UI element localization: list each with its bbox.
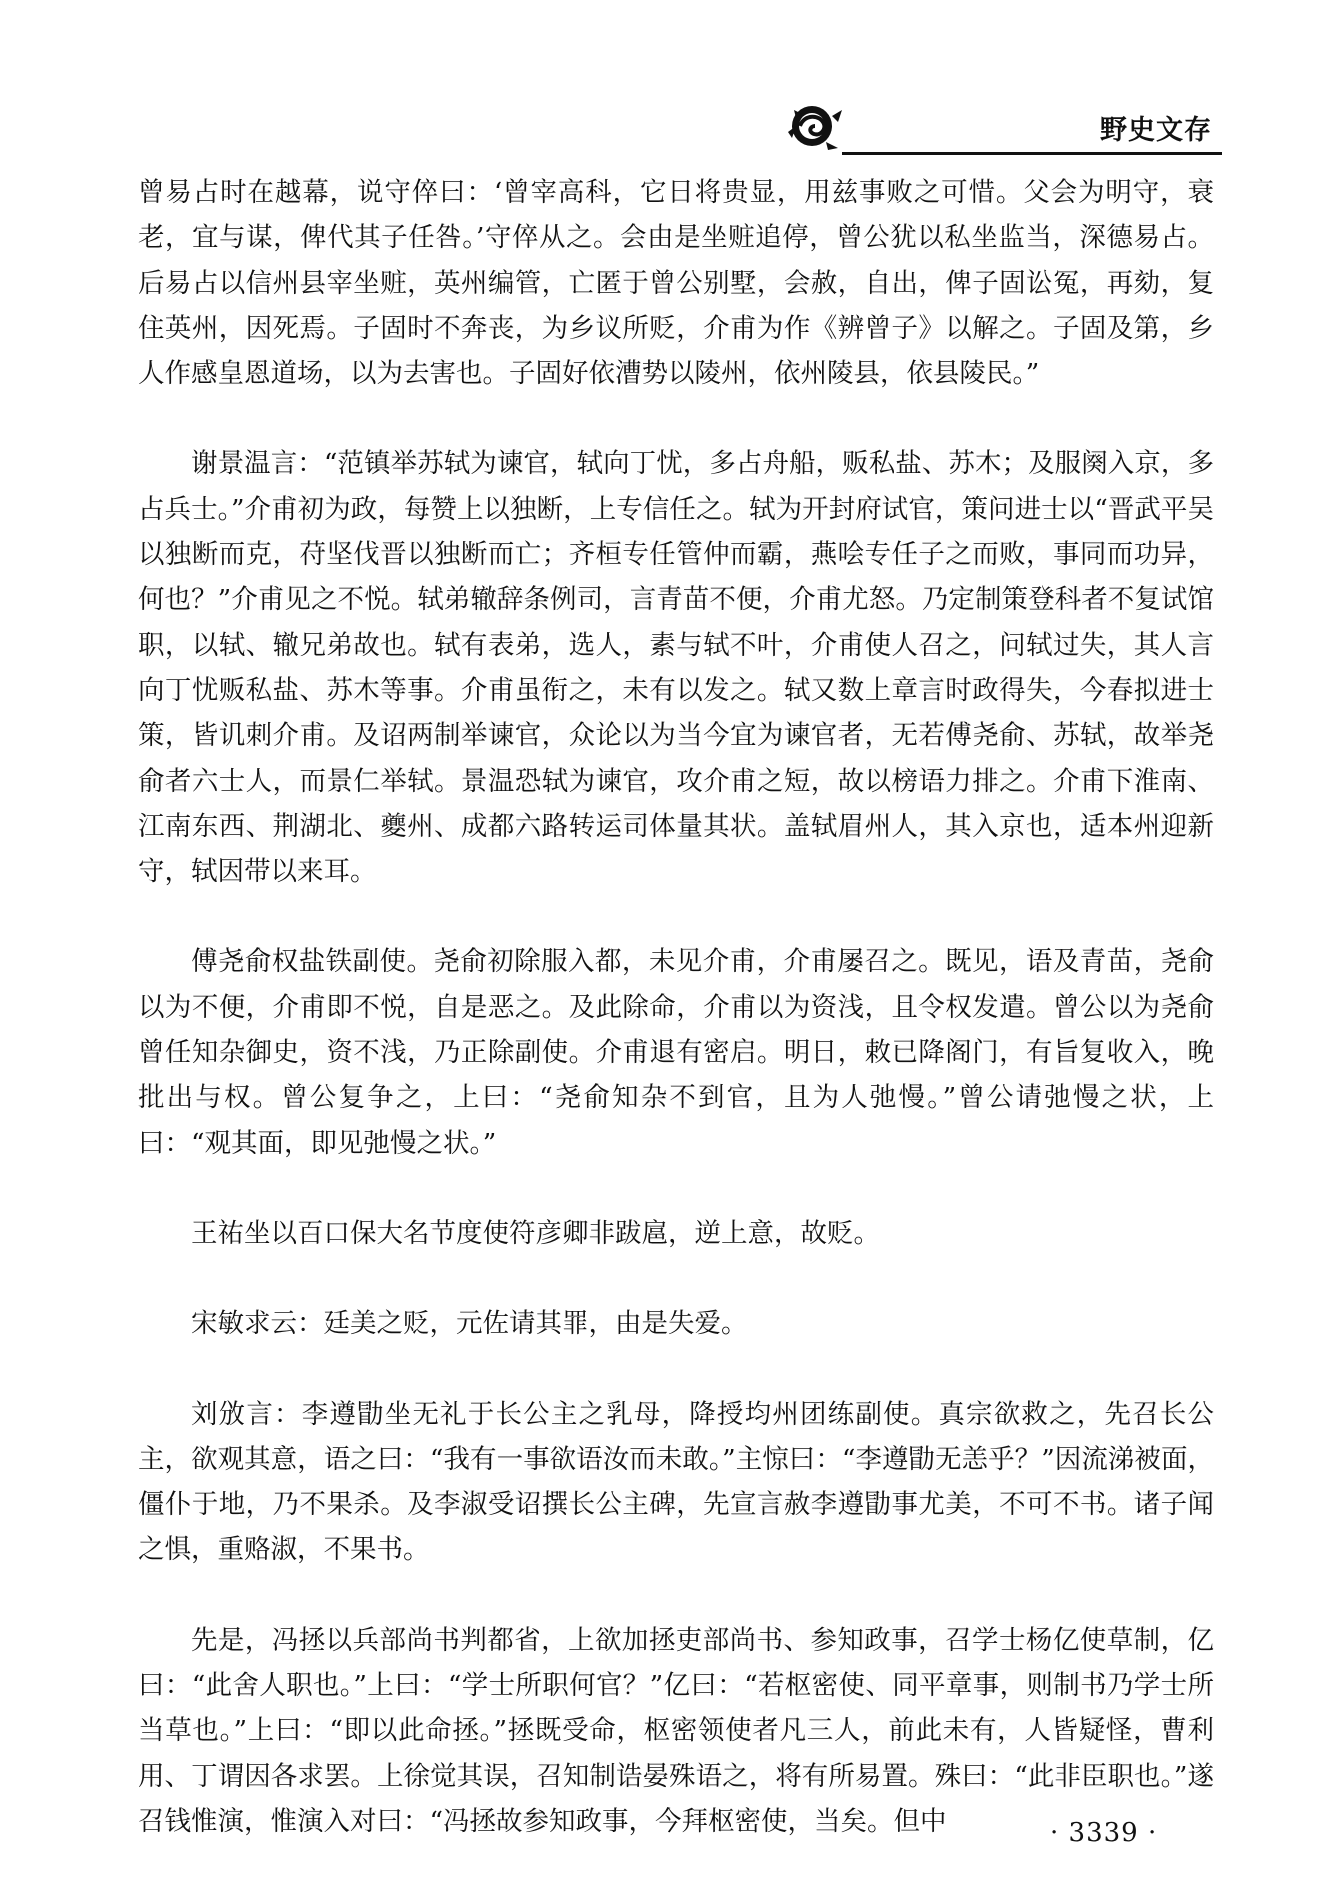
series-title: 野史文存 [1100,115,1212,146]
header-rule [842,152,1222,155]
dragon-emblem-icon [782,96,846,160]
paragraph-5: 宋敏求云：廷美之贬，元佐请其罪，由是失爱。 [191,1308,748,1340]
paragraph-4: 王祐坐以百口保大名节度使符彦卿非跋扈，逆上意，故贬。 [191,1217,880,1249]
paragraph-1: 曾易占时在越幕，说守倅曰：‘曾宰高科，它日将贵显，用兹事败之可惜。父会为明守，衰老，宜与谋，俾代其子任咎。’守倅从之。会由是坐赃追停，曾公犹以私坐监当，深德易占。后易占以信州县宰坐赃，英州编管，亡匿于曾公别墅，会赦，自出，俾子固讼冤，再劾，复住英州，因死焉。子固时不奔丧，为乡议所贬，介甫为作《辨曾子》以解之。子固及第，乡人作感皇恩道场，以为去害也。子固好依漕势以陵州，依州陵县，依县陵民。” [138,177,1214,390]
page-header [782,96,1222,160]
paragraph-3: 傅尧俞权盐铁副使。尧俞初除服入都，未见介甫，介甫屡召之。既见，语及青苗，尧俞以为不便，介甫即不悦，自是恶之。及此除命，介甫以为资浅，且令权发遣。曾公以为尧俞曾任知杂御史，资不浅，乃正除副使。介甫退有密启。明日，敕已降阁门，有旨复收入，晚批出与权。曾公复争之，上曰：“尧俞知杂不到官，且为人弛慢。”曾公请弛慢之状，上曰：“观其面，即见弛慢之状。” [138,946,1214,1159]
paragraph-6: 刘攽言：李遵勖坐无礼于长公主之乳母，降授均州团练副使。真宗欲救之，先召长公主，欲观其意，语之曰：“我有一事欲语汝而未敢。”主惊曰：“李遵勖无恙乎？”因流涕被面，僵仆于地，乃不果杀。及李淑受诏撰长公主碑，先宣言赦李遵勖事尤美，不可不书。诸子闻之惧，重赂淑，不果书。 [138,1398,1214,1566]
page-number: · 3339 · [1050,1818,1158,1848]
body-text [138,170,1214,1889]
paragraph-2: 谢景温言：“范镇举苏轼为谏官，轼向丁忧，多占舟船，贩私盐、苏木；及服阕入京，多占兵士。”介甫初为政，每赞上以独断，上专信任之。轼为开封府试官，策问进士以“晋武平吴以独断而克，苻坚伐晋以独断而亡；齐桓专任管仲而霸，燕哙专任子之而败，事同而功异，何也？”介甫见之不悦。轼弟辙辞条例司，言青苗不便，介甫尤怒。乃定制策登科者不复试馆职，以轼、辙兄弟故也。轼有表弟，选人，素与轼不叶，介甫使人召之，问轼过失，其人言向丁忧贩私盐、苏木等事。介甫虽衔之，未有以发之。轼又数上章言时政得失，今春拟进士策，皆讥刺介甫。及诏两制举谏官，众论以为当今宜为谏官者，无若傅尧俞、苏轼，故举尧俞者六士人，而景仁举轼。景温恐轼为谏官，攻介甫之短，故以榜语力排之。介甫下淮南、江南东西、荆湖北、夔州、成都六路转运司体量其状。盖轼眉州人，其入京也，适本州迎新守，轼因带以来耳。 [138,448,1214,888]
paragraph-7: 先是，冯拯以兵部尚书判都省，上欲加拯吏部尚书、参知政事，召学士杨亿使草制，亿曰：“此舍人职也。”上曰：“学士所职何官？”亿曰：“若枢密使、同平章事，则制书乃学士所当草也。”上曰：“即以此命拯。”拯既受命，枢密领使者凡三人，前此未有，人皆疑怪，曹利用、丁谓因各求罢。上徐觉其误，召知制诰晏殊语之，将有所易置。殊曰：“此非臣职也。”遂召钱惟演，惟演入对曰：“冯拯故参知政事，今拜枢密使，当矣。但中 [138,1624,1214,1837]
